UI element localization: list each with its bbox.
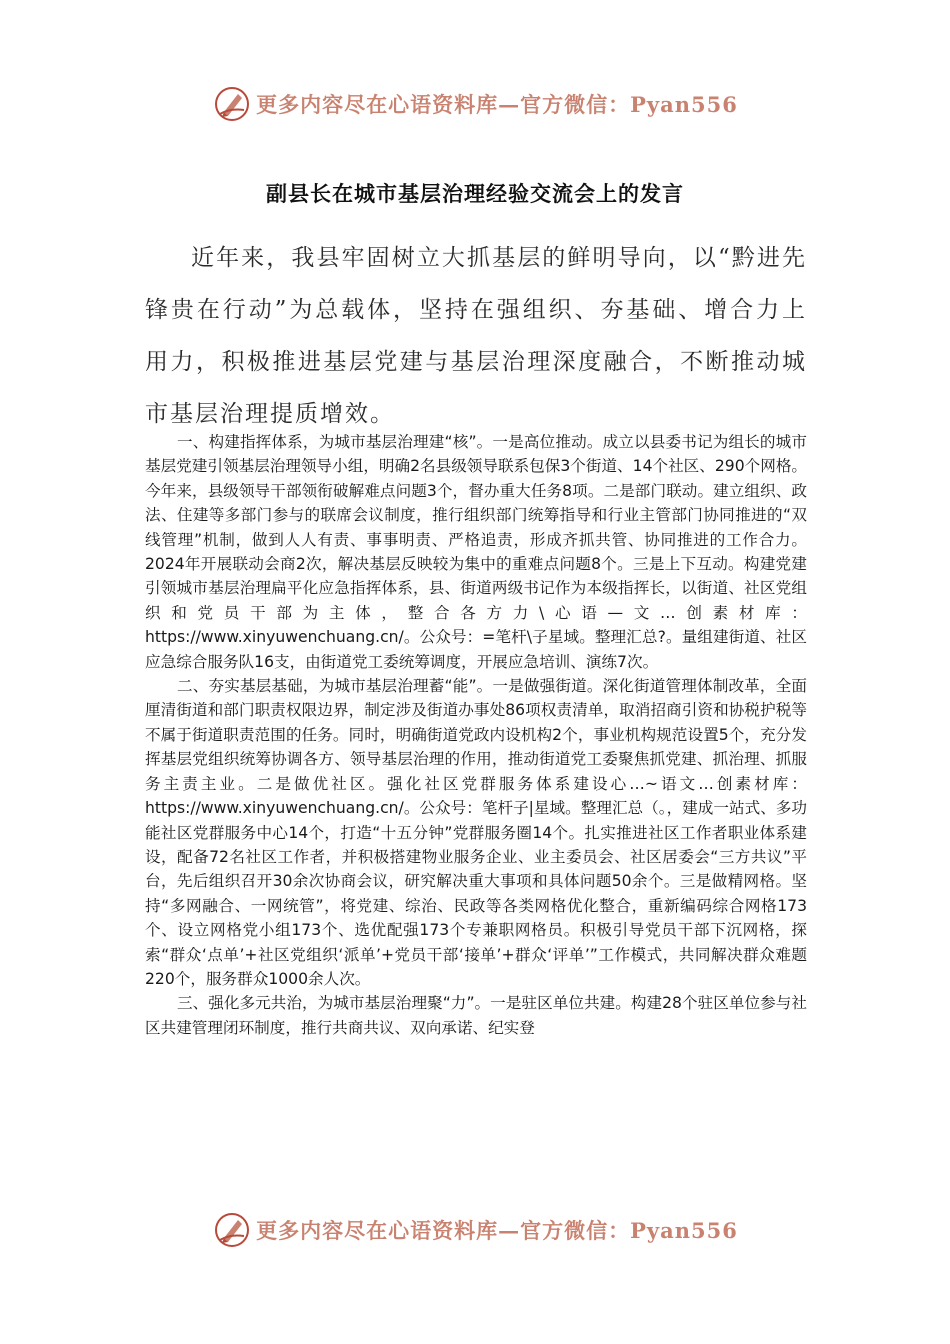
- body-paragraph: 二、夯实基层基础，为城市基层治理蓄“能”。一是做强街道。深化街道管理体制改革，全面厘清街道和部门职责权限边界，制定涉及街道办事处86项权责清单，取消招商引资和协税护税等不属于街道职责范围的任务。同时，明确街道党政内设机构2个，事业机构规范设置5个，充分发挥基层党组织统筹协调各方、领导基层治理的作用，推动街道党工委聚焦抓党建、抓治理、抓服务主责主业。二是做优社区。强化社区党群服务体系建设心…~语文…创素材库：https://www.xinyuwenchuang.cn/。公众号：笔杆子|星域。整理汇总（。，建成一站式、多功能社区党群服务中心14个，打造“十五分钟”党群服务圈14个。扎实推进社区工作者职业体系建设，配备72名社区工作者，并积极搭建物业服务企业、业主委员会、社区居委会“三方共议”平台，先后组织召开30余次协商会议，研究解决重大事项和具体问题50余个。三是做精网格。坚持“多网融合、一网统管”，将党建、综治、民政等各类网格优化整合，重新编码综合网格173个、设立网格党小组173个、选优配强173个专兼职网格员。积极引导党员干部下沉网格，探索“群众‘点单’+社区党组织‘派单’+党员干部‘接单’+群众‘评单’”工作模式，共同解决群众难题220个，服务群众1000余人次。: [145, 677, 807, 988]
- intro-paragraph: 近年来，我县牢固树立大抓基层的鲜明导向，以“黔进先锋贵在行动”为总载体，坚持在强组织、夯基础、增合力上用力，积极推进基层党建与基层治理深度融合，不断推动城市基层治理提质增效。: [145, 245, 807, 427]
- document-body: [145, 430, 807, 1040]
- watermark-text: 更多内容尽在心语资料库—官方微信：Pyan556: [256, 92, 738, 117]
- header-watermark-banner: [0, 82, 950, 126]
- pen-logo-icon: [212, 84, 252, 124]
- body-paragraph: 三、强化多元共治，为城市基层治理聚“力”。一是驻区单位共建。构建28个驻区单位参与社区共建管理闭环制度，推行共商共议、双向承诺、纪实登: [145, 994, 807, 1037]
- pen-logo-icon: [212, 1210, 252, 1250]
- body-paragraph: 一、构建指挥体系，为城市基层治理建“核”。一是高位推动。成立以县委书记为组长的城市基层党建引领基层治理领导小组，明确2名县级领导联系包保3个街道、14个社区、290个网格。今年来，县级领导干部领衔破解难点问题3个，督办重大任务8项。二是部门联动。建立组织、政法、住建等多部门参与的联席会议制度，推行组织部门统筹指导和行业主管部门协同推进的“双线管理”机制，做到人人有责、事事明责、严格追责，形成齐抓共管、协同推进的工作合力。2024年开展联动会商2次，解决基层反映较为集中的重难点问题8个。三是上下互动。构建党建引领城市基层治理扁平化应急指挥体系，县、街道两级书记作为本级指挥长，以街道、社区党组织和党员干部为主体，整合各方力\心语—文…创素材库：https://www.xinyuwenchuang.cn/。公众号：=笔杆\子星域。整理汇总?。量组建街道、社区应急综合服务队16支，由街道党工委统筹调度，开展应急培训、演练7次。: [145, 433, 808, 671]
- watermark-text: 更多内容尽在心语资料库—官方微信：Pyan556: [256, 1218, 738, 1243]
- document-title: 副县长在城市基层治理经验交流会上的发言: [266, 182, 684, 206]
- footer-watermark-banner: [0, 1208, 950, 1252]
